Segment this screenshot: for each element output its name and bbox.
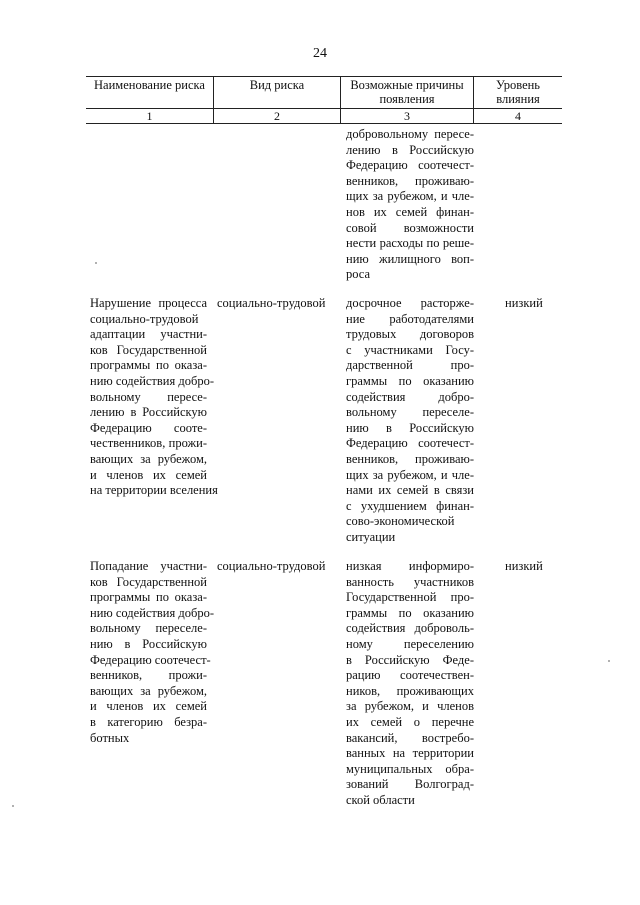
column-number-2: 2 [213,109,340,123]
column-number-4: 4 [473,109,562,123]
scan-speck [12,805,14,807]
header-risk-type: Вид риска [213,77,340,108]
column-number-3: 3 [340,109,473,123]
row-2-cause: низкая информиро- ванность участников Государственной про- граммы по оказанию содействия доброволь- ному переселению в Российскую Феде- рацию соотечествен- ников, проживающих за рубежом, и членов их семей о перечне вакансий, востребо- ванных на территории муниципальных обра- зований Волгоград- ской области [346,559,474,807]
row-1-impact-level: низкий [505,296,543,310]
risk-table [86,76,562,124]
row-2-impact-level: низкий [505,559,543,573]
header-causes: Возможные причины появления [340,77,473,108]
scan-speck [95,262,97,264]
table-header-row [86,76,562,109]
row-2-risk-type: социально-трудовой [217,559,326,573]
column-number-1: 1 [146,109,153,123]
header-risk-name: Наименование риска [94,78,205,92]
header-impact-level: Уровень влияния [473,77,562,108]
continuation-cause-text: добровольному пересе- лению в Российскую Федерацию соотечест- венников, проживаю- щих за рубежом, и чле- нов их семей финан- совой возможности нести расходы по реше- нию жилищного воп- роса [346,127,474,282]
scan-speck [608,660,610,662]
row-2-risk-name: Попадание участни- ков Государственной программы по оказа- нию содействия добро- вольному переселе- нию в Российскую Федерацию соотечест- венников, прожи- вающих за рубежом, и членов их семей в категорию безра- ботных [90,559,214,745]
row-1-risk-name: Нарушение процесса социально-трудовой адаптации участни- ков Государственной программы по оказа- нию содействия добро- вольному пересе- лению в Российскую Федерацию соотe- чественников, прожи- вающих за рубежом, и членов их семей на территории вселения [90,296,218,498]
row-1-cause: досрочное расторже- ние работодателями трудовых договоров с участниками Госу- дарственной про- граммы по оказанию содействия добро- вольному переселе- нию в Российскую Федерацию соотечест- венников, проживаю- щих за рубежом, и чле- нами их семей в связи с ухудшением финан- сово-экономической ситуации [346,296,474,544]
row-1-risk-type: социально-трудовой [217,296,326,310]
page-number: 24 [313,46,327,61]
column-number-row [86,109,562,124]
